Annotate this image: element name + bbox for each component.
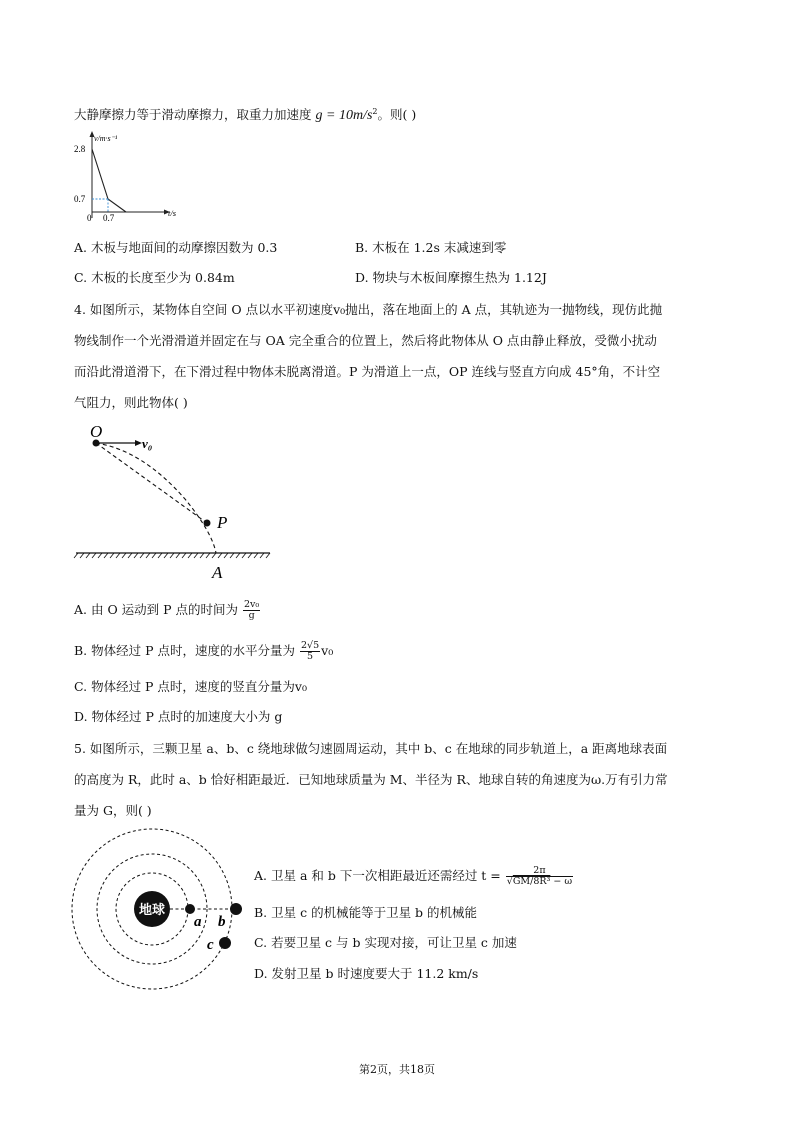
q5-option-c[interactable]: C. 若要卫星 c 与 b 实现对接，可让卫星 c 加速 — [254, 935, 517, 950]
q3-vt-graph — [70, 128, 190, 224]
q4-option-a-text: A. 由 O 运动到 P 点的时间为 — [74, 602, 239, 617]
q4-line-1: 4. 如图所示，某物体自空间 O 点以水平初速度v₀抛出，落在地面上的 A 点，其轨迹为一抛物线，现仿此抛 — [74, 302, 663, 317]
q3-g-exp: 2 — [372, 107, 378, 116]
q3-graph-line — [92, 149, 126, 212]
q3-graph-y-label: v/m·s⁻¹ — [94, 134, 118, 143]
page-footer: 第2页，共18页 — [359, 1063, 435, 1076]
q5-option-d[interactable]: D. 发射卫星 b 时速度要大于 11.2 km/s — [254, 966, 479, 981]
q4-label-a: A — [212, 563, 223, 582]
q5-sat-a — [185, 904, 195, 914]
q5-option-a-num: 2π — [506, 866, 573, 877]
q4-velocity-arrowhead — [135, 440, 142, 446]
q4-figure — [72, 420, 282, 585]
q4-ground-hatch — [74, 553, 270, 558]
q4-line-2: 物线制作一个光滑滑道并固定在与 OA 完全重合的位置上，然后将此物体从 O 点由静止释放，受微小扰动 — [74, 333, 657, 348]
q4-option-b-den: 5 — [307, 651, 314, 662]
q4-label-p: P — [217, 513, 228, 532]
q3-option-c[interactable]: C. 木板的长度至少为 0.84m — [74, 270, 235, 285]
q5-earth-label: 地球 — [138, 903, 166, 918]
q3-option-d[interactable]: D. 物块与木板间摩擦生热为 1.12J — [355, 270, 547, 285]
q4-line-3: 而沿此滑道滑下，在下滑过程中物体未脱离滑道。P 为滑道上一点，OP 连线与竖直方向成 45°角，不计空 — [74, 364, 661, 379]
q4-option-b-tail: v₀ — [321, 643, 334, 658]
q3-graph-tick-28: 2.8 — [74, 144, 86, 154]
q5-option-a[interactable] — [254, 858, 574, 894]
q4-option-a[interactable] — [74, 595, 261, 625]
q5-sat-b — [230, 903, 242, 915]
q3-intro-tail: 。则( ) — [377, 107, 417, 123]
q3-graph-tick-07x: 0.7 — [103, 213, 115, 223]
q4-label-v0: v₀ — [142, 436, 153, 451]
q4-line-4: 气阻力，则此物体( ) — [74, 395, 188, 410]
q3-option-a[interactable]: A. 木板与地面间的动摩擦因数为 0.3 — [74, 240, 278, 255]
q4-option-b-text: B. 物体经过 P 点时，速度的水平分量为 — [74, 643, 295, 658]
q5-option-a-den: √GM/8R³ − ω — [506, 876, 573, 887]
q5-label-a: a — [194, 914, 202, 930]
q4-option-a-den: g — [248, 610, 255, 621]
q5-line-1: 5. 如图所示，三颗卫星 a、b、c 绕地球做匀速圆周运动，其中 b、c 在地球的同步轨道上，a 距离地球表面 — [74, 741, 668, 756]
q3-intro-line — [74, 103, 416, 125]
q4-option-b-num: 2√5 — [300, 640, 320, 651]
q5-option-a-den-tail: − ω — [553, 876, 573, 887]
q3-intro-text: 大静摩擦力等于滑动摩擦力，取重力加速度 — [74, 107, 312, 123]
q5-line-2: 的高度为 R，此时 a、b 恰好相距最近．已知地球质量为 M、半径为 R、地球自转的角速度为ω.万有引力常 — [74, 772, 668, 787]
q4-trajectory — [96, 443, 216, 553]
q5-line-3: 量为 G，则( ) — [74, 803, 152, 818]
q4-option-a-num: 2v₀ — [244, 599, 260, 610]
q5-option-a-fraction — [506, 866, 573, 887]
q5-sat-c — [219, 937, 231, 949]
q4-point-p — [204, 520, 211, 527]
q5-option-a-text: A. 卫星 a 和 b 下一次相距最近还需经过 t = — [254, 868, 501, 883]
q5-option-a-den-inner: GM/8R³ — [512, 876, 551, 887]
q4-label-o: O — [90, 422, 103, 441]
q4-op-line — [96, 443, 207, 523]
q5-orbit-figure — [70, 825, 250, 995]
q3-graph-x-label: t/s — [168, 208, 177, 218]
q4-option-c[interactable]: C. 物体经过 P 点时，速度的竖直分量为v₀ — [74, 679, 307, 694]
q3-g-expr: g = 10m/s — [315, 108, 373, 124]
q4-option-b-fraction — [300, 641, 320, 662]
q5-label-c: c — [207, 937, 214, 953]
q4-option-a-fraction — [243, 600, 260, 621]
q4-option-b[interactable] — [74, 636, 333, 666]
q3-graph-origin: 0 — [87, 213, 92, 223]
q3-graph-tick-07y: 0.7 — [74, 194, 86, 204]
q3-option-b[interactable]: B. 木板在 1.2s 末减速到零 — [355, 240, 507, 255]
q4-option-d[interactable]: D. 物体经过 P 点时的加速度大小为 g — [74, 709, 283, 724]
q5-label-b: b — [218, 914, 226, 930]
q5-option-b[interactable]: B. 卫星 c 的机械能等于卫星 b 的机械能 — [254, 905, 478, 920]
